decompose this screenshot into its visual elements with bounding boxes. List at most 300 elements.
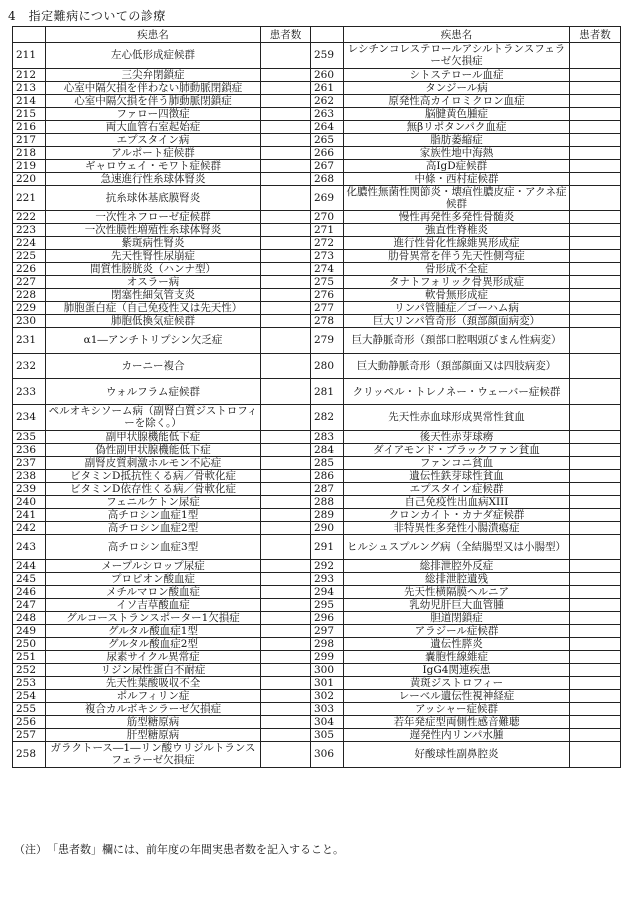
patient-count-cell[interactable] bbox=[570, 716, 621, 729]
table-row bbox=[13, 469, 621, 482]
disease-number: 213 bbox=[13, 81, 46, 94]
patient-count-cell[interactable] bbox=[261, 107, 311, 120]
disease-name: α1―アンチトリプシン欠乏症 bbox=[46, 328, 261, 354]
disease-name: 脳腱黄色腫症 bbox=[344, 107, 570, 120]
disease-name: 巨大動静脈奇形（頚部顔面又は四肢病変） bbox=[344, 353, 570, 379]
patient-count-cell[interactable] bbox=[261, 224, 311, 237]
patient-count-cell[interactable] bbox=[261, 315, 311, 328]
patient-count-cell[interactable] bbox=[570, 315, 621, 328]
disease-number: 261 bbox=[311, 81, 344, 94]
disease-name: 紫斑病性腎炎 bbox=[46, 237, 261, 250]
disease-number: 249 bbox=[13, 625, 46, 638]
disease-number: 215 bbox=[13, 107, 46, 120]
patient-count-cell[interactable] bbox=[570, 599, 621, 612]
patient-count-header: 患者数 bbox=[570, 27, 621, 43]
patient-count-cell[interactable] bbox=[570, 742, 621, 768]
table-row bbox=[13, 289, 621, 302]
patient-count-cell[interactable] bbox=[570, 495, 621, 508]
patient-count-cell[interactable] bbox=[261, 495, 311, 508]
patient-count-cell[interactable] bbox=[261, 534, 311, 560]
disease-name: カーニー複合 bbox=[46, 353, 261, 379]
patient-count-cell[interactable] bbox=[570, 211, 621, 224]
disease-name: 巨大リンパ管奇形（頚部顔面病変） bbox=[344, 315, 570, 328]
disease-name: 閉塞性細気管支炎 bbox=[46, 289, 261, 302]
disease-number: 241 bbox=[13, 508, 46, 521]
table-row bbox=[13, 651, 621, 664]
table-row bbox=[13, 508, 621, 521]
disease-number: 218 bbox=[13, 146, 46, 159]
disease-name: シトステロール血症 bbox=[344, 68, 570, 81]
disease-name: 胆道閉鎖症 bbox=[344, 612, 570, 625]
patient-count-cell[interactable] bbox=[261, 237, 311, 250]
patient-count-cell[interactable] bbox=[261, 651, 311, 664]
table-row bbox=[13, 599, 621, 612]
patient-count-cell[interactable] bbox=[261, 469, 311, 482]
table-row bbox=[13, 638, 621, 651]
disease-name: レシチンコレステロールアシルトランスフェラーゼ欠損症 bbox=[344, 43, 570, 69]
patient-count-cell[interactable] bbox=[261, 599, 311, 612]
disease-name: ビタミンD抵抗性くる病／骨軟化症 bbox=[46, 469, 261, 482]
disease-name: 先天性腎性尿崩症 bbox=[46, 250, 261, 263]
patient-count-cell[interactable] bbox=[261, 81, 311, 94]
disease-name: ギャロウェイ・モワト症候群 bbox=[46, 159, 261, 172]
table-row bbox=[13, 729, 621, 742]
disease-number: 264 bbox=[311, 120, 344, 133]
table-row bbox=[13, 677, 621, 690]
patient-count-cell[interactable] bbox=[570, 120, 621, 133]
disease-number: 287 bbox=[311, 482, 344, 495]
disease-name: 高チロシン血症2型 bbox=[46, 521, 261, 534]
patient-count-cell[interactable] bbox=[261, 664, 311, 677]
patient-count-cell[interactable] bbox=[570, 573, 621, 586]
disease-name: レーベル遺伝性視神経症 bbox=[344, 690, 570, 703]
patient-count-cell[interactable] bbox=[261, 521, 311, 534]
patient-count-cell[interactable] bbox=[261, 482, 311, 495]
patient-count-cell[interactable] bbox=[570, 159, 621, 172]
disease-number: 248 bbox=[13, 612, 46, 625]
patient-count-cell[interactable] bbox=[570, 703, 621, 716]
patient-count-cell[interactable] bbox=[261, 742, 311, 768]
patient-count-cell[interactable] bbox=[570, 560, 621, 573]
disease-name: プロピオン酸血症 bbox=[46, 573, 261, 586]
patient-count-cell[interactable] bbox=[261, 573, 311, 586]
disease-number: 214 bbox=[13, 94, 46, 107]
table-row bbox=[13, 495, 621, 508]
patient-count-cell[interactable] bbox=[261, 172, 311, 185]
disease-name: 強直性脊椎炎 bbox=[344, 224, 570, 237]
disease-number: 253 bbox=[13, 677, 46, 690]
disease-number: 302 bbox=[311, 690, 344, 703]
disease-number: 272 bbox=[311, 237, 344, 250]
disease-name: 高チロシン血症1型 bbox=[46, 508, 261, 521]
disease-number: 278 bbox=[311, 315, 344, 328]
disease-name: 後天性赤芽球癆 bbox=[344, 430, 570, 443]
patient-count-cell[interactable] bbox=[570, 534, 621, 560]
patient-count-cell[interactable] bbox=[261, 404, 311, 430]
disease-name: 原発性高カイロミクロン血症 bbox=[344, 94, 570, 107]
disease-name: 高IgD症候群 bbox=[344, 159, 570, 172]
disease-name: クリッペル・トレノネー・ウェーバー症候群 bbox=[344, 379, 570, 405]
disease-number: 268 bbox=[311, 172, 344, 185]
disease-number: 235 bbox=[13, 430, 46, 443]
patient-count-cell[interactable] bbox=[570, 651, 621, 664]
disease-name: 副腎皮質刺激ホルモン不応症 bbox=[46, 456, 261, 469]
patient-count-cell[interactable] bbox=[261, 276, 311, 289]
disease-name: ヒルシュスプルング病（全結腸型又は小腸型） bbox=[344, 534, 570, 560]
disease-name: 尿素サイクル異常症 bbox=[46, 651, 261, 664]
disease-name: 巨大静脈奇形（頚部口腔咽頭びまん性病変） bbox=[344, 328, 570, 354]
patient-count-cell[interactable] bbox=[570, 430, 621, 443]
disease-name: 脂肪萎縮症 bbox=[344, 133, 570, 146]
disease-number: 290 bbox=[311, 521, 344, 534]
disease-name: 偽性副甲状腺機能低下症 bbox=[46, 443, 261, 456]
disease-number: 212 bbox=[13, 68, 46, 81]
patient-count-cell[interactable] bbox=[261, 703, 311, 716]
disease-number: 300 bbox=[311, 664, 344, 677]
disease-number: 277 bbox=[311, 302, 344, 315]
table-row bbox=[13, 404, 621, 430]
disease-number: 260 bbox=[311, 68, 344, 81]
section-heading: 4 指定難病についての診療 bbox=[8, 9, 166, 23]
patient-count-cell[interactable] bbox=[570, 302, 621, 315]
patient-count-cell[interactable] bbox=[261, 586, 311, 599]
patient-count-cell[interactable] bbox=[570, 456, 621, 469]
disease-name: ファロー四徴症 bbox=[46, 107, 261, 120]
disease-name: 好酸球性副鼻腔炎 bbox=[344, 742, 570, 768]
disease-name: 嚢胞性線維症 bbox=[344, 651, 570, 664]
table-row bbox=[13, 690, 621, 703]
disease-number: 252 bbox=[13, 664, 46, 677]
disease-number: 220 bbox=[13, 172, 46, 185]
disease-name: ファンコニ貧血 bbox=[344, 456, 570, 469]
patient-count-cell[interactable] bbox=[570, 133, 621, 146]
disease-number: 259 bbox=[311, 43, 344, 69]
disease-name: 非特異性多発性小腸潰瘍症 bbox=[344, 521, 570, 534]
disease-name: 高チロシン血症3型 bbox=[46, 534, 261, 560]
patient-count-cell[interactable] bbox=[570, 81, 621, 94]
patient-count-cell[interactable] bbox=[261, 612, 311, 625]
patient-count-cell[interactable] bbox=[570, 664, 621, 677]
disease-name: 黄斑ジストロフィー bbox=[344, 677, 570, 690]
disease-number: 303 bbox=[311, 703, 344, 716]
patient-count-cell[interactable] bbox=[261, 133, 311, 146]
disease-number: 216 bbox=[13, 120, 46, 133]
patient-count-cell[interactable] bbox=[261, 379, 311, 405]
patient-count-cell[interactable] bbox=[261, 263, 311, 276]
patient-count-cell[interactable] bbox=[570, 729, 621, 742]
table-row bbox=[13, 482, 621, 495]
patient-count-cell[interactable] bbox=[570, 469, 621, 482]
patient-count-cell[interactable] bbox=[570, 353, 621, 379]
disease-name: 肺胞蛋白症（自己免疫性又は先天性） bbox=[46, 302, 261, 315]
disease-name: エプスタイン症候群 bbox=[344, 482, 570, 495]
disease-name: リンパ管腫症／ゴーハム病 bbox=[344, 302, 570, 315]
disease-number: 292 bbox=[311, 560, 344, 573]
disease-number: 286 bbox=[311, 469, 344, 482]
patient-count-cell[interactable] bbox=[261, 716, 311, 729]
patient-count-cell[interactable] bbox=[570, 612, 621, 625]
disease-name: 心室中隔欠損を伴わない肺動脈閉鎖症 bbox=[46, 81, 261, 94]
disease-number: 233 bbox=[13, 379, 46, 405]
disease-number: 257 bbox=[13, 729, 46, 742]
table-row bbox=[13, 456, 621, 469]
patient-count-cell[interactable] bbox=[261, 68, 311, 81]
disease-name: 副甲状腺機能低下症 bbox=[46, 430, 261, 443]
footnote: （注） 「患者数」欄には、前年度の年間実患者数を記入すること。 bbox=[14, 843, 344, 856]
table-row bbox=[13, 94, 621, 107]
disease-number: 285 bbox=[311, 456, 344, 469]
disease-name: 遺伝性膵炎 bbox=[344, 638, 570, 651]
disease-name: グルコーストランスポーター1欠損症 bbox=[46, 612, 261, 625]
disease-name: メチルマロン酸血症 bbox=[46, 586, 261, 599]
patient-count-cell[interactable] bbox=[570, 94, 621, 107]
patient-count-cell[interactable] bbox=[570, 263, 621, 276]
disease-number: 256 bbox=[13, 716, 46, 729]
disease-number: 263 bbox=[311, 107, 344, 120]
patient-count-cell[interactable] bbox=[570, 521, 621, 534]
disease-name: 急速進行性糸球体腎炎 bbox=[46, 172, 261, 185]
patient-count-cell[interactable] bbox=[261, 159, 311, 172]
disease-name: 軟骨無形成症 bbox=[344, 289, 570, 302]
disease-name: 抗糸球体基底膜腎炎 bbox=[46, 185, 261, 211]
patient-count-cell[interactable] bbox=[261, 625, 311, 638]
disease-name: タンジール病 bbox=[344, 81, 570, 94]
table-row bbox=[13, 534, 621, 560]
disease-name: ポルフィリン症 bbox=[46, 690, 261, 703]
patient-count-cell[interactable] bbox=[261, 146, 311, 159]
table-row bbox=[13, 560, 621, 573]
patient-count-cell[interactable] bbox=[570, 146, 621, 159]
patient-count-cell[interactable] bbox=[570, 237, 621, 250]
disease-name: フェニルケトン尿症 bbox=[46, 495, 261, 508]
designated-disease-table bbox=[12, 26, 621, 768]
disease-number: 273 bbox=[311, 250, 344, 263]
patient-count-cell[interactable] bbox=[261, 250, 311, 263]
patient-count-cell[interactable] bbox=[570, 379, 621, 405]
table-row bbox=[13, 664, 621, 677]
disease-number: 211 bbox=[13, 43, 46, 69]
patient-count-cell[interactable] bbox=[570, 482, 621, 495]
table-row bbox=[13, 379, 621, 405]
table-row bbox=[13, 353, 621, 379]
patient-count-cell[interactable] bbox=[570, 43, 621, 69]
patient-count-cell[interactable] bbox=[261, 211, 311, 224]
disease-number: 247 bbox=[13, 599, 46, 612]
patient-count-cell[interactable] bbox=[261, 638, 311, 651]
patient-count-cell[interactable] bbox=[261, 560, 311, 573]
patient-count-cell[interactable] bbox=[261, 690, 311, 703]
disease-name: 総排泄腔外反症 bbox=[344, 560, 570, 573]
table-row bbox=[13, 521, 621, 534]
disease-name: 家族性地中海熱 bbox=[344, 146, 570, 159]
disease-name-header: 疾患名 bbox=[46, 27, 261, 43]
disease-number: 229 bbox=[13, 302, 46, 315]
disease-number: 281 bbox=[311, 379, 344, 405]
disease-number: 280 bbox=[311, 353, 344, 379]
disease-name: 肝型糖原病 bbox=[46, 729, 261, 742]
disease-number: 298 bbox=[311, 638, 344, 651]
disease-number: 301 bbox=[311, 677, 344, 690]
patient-count-cell[interactable] bbox=[261, 185, 311, 211]
table-row bbox=[13, 625, 621, 638]
disease-name: 遺伝性鉄芽球性貧血 bbox=[344, 469, 570, 482]
patient-count-cell[interactable] bbox=[570, 107, 621, 120]
disease-number: 224 bbox=[13, 237, 46, 250]
patient-count-cell[interactable] bbox=[570, 185, 621, 211]
disease-name: グルタル酸血症2型 bbox=[46, 638, 261, 651]
patient-count-cell[interactable] bbox=[570, 328, 621, 354]
disease-name: ウォルフラム症候群 bbox=[46, 379, 261, 405]
disease-name: アッシャー症候群 bbox=[344, 703, 570, 716]
disease-number: 270 bbox=[311, 211, 344, 224]
disease-number: 299 bbox=[311, 651, 344, 664]
disease-number: 293 bbox=[311, 573, 344, 586]
patient-count-cell[interactable] bbox=[570, 586, 621, 599]
disease-number: 255 bbox=[13, 703, 46, 716]
disease-name: 中條・西村症候群 bbox=[344, 172, 570, 185]
disease-name: 化膿性無菌性関節炎・壊疽性膿皮症・アクネ症候群 bbox=[344, 185, 570, 211]
disease-name: メープルシロップ尿症 bbox=[46, 560, 261, 573]
disease-number: 267 bbox=[311, 159, 344, 172]
disease-number: 266 bbox=[311, 146, 344, 159]
patient-count-cell[interactable] bbox=[261, 94, 311, 107]
table-row bbox=[13, 172, 621, 185]
patient-count-cell[interactable] bbox=[570, 677, 621, 690]
disease-name: 肺胞低換気症候群 bbox=[46, 315, 261, 328]
disease-name: 若年発症型両側性感音難聴 bbox=[344, 716, 570, 729]
disease-number: 294 bbox=[311, 586, 344, 599]
patient-count-cell[interactable] bbox=[261, 353, 311, 379]
table-row bbox=[13, 68, 621, 81]
disease-number: 219 bbox=[13, 159, 46, 172]
table-row bbox=[13, 443, 621, 456]
disease-number: 271 bbox=[311, 224, 344, 237]
table-row bbox=[13, 43, 621, 69]
table-row bbox=[13, 185, 621, 211]
disease-number: 305 bbox=[311, 729, 344, 742]
patient-count-cell[interactable] bbox=[570, 443, 621, 456]
patient-count-cell[interactable] bbox=[261, 430, 311, 443]
patient-count-cell[interactable] bbox=[570, 289, 621, 302]
table-row bbox=[13, 328, 621, 354]
patient-count-cell[interactable] bbox=[261, 443, 311, 456]
disease-name: 間質性膀胱炎（ハンナ型） bbox=[46, 263, 261, 276]
table-row bbox=[13, 263, 621, 276]
patient-count-cell[interactable] bbox=[261, 677, 311, 690]
table-row bbox=[13, 612, 621, 625]
table-row bbox=[13, 430, 621, 443]
disease-name: ガラクトース―1―リン酸ウリジルトランスフェラーゼ欠損症 bbox=[46, 742, 261, 768]
disease-number: 227 bbox=[13, 276, 46, 289]
patient-count-cell[interactable] bbox=[261, 302, 311, 315]
disease-name: リジン尿性蛋白不耐症 bbox=[46, 664, 261, 677]
disease-name: 先天性葉酸吸収不全 bbox=[46, 677, 261, 690]
patient-count-cell[interactable] bbox=[570, 690, 621, 703]
disease-name: 骨形成不全症 bbox=[344, 263, 570, 276]
disease-number: 230 bbox=[13, 315, 46, 328]
disease-number: 291 bbox=[311, 534, 344, 560]
disease-name: 遅発性内リンパ水腫 bbox=[344, 729, 570, 742]
patient-count-cell[interactable] bbox=[261, 120, 311, 133]
patient-count-cell[interactable] bbox=[570, 68, 621, 81]
table-row bbox=[13, 237, 621, 250]
patient-count-cell[interactable] bbox=[570, 404, 621, 430]
disease-number: 258 bbox=[13, 742, 46, 768]
patient-count-cell[interactable] bbox=[261, 43, 311, 69]
disease-name: IgG4関連疾患 bbox=[344, 664, 570, 677]
disease-name: 三尖弁閉鎖症 bbox=[46, 68, 261, 81]
disease-name: ペルオキシソーム病（副腎白質ジストロフィーを除く。） bbox=[46, 404, 261, 430]
number-header bbox=[13, 27, 46, 43]
table-row bbox=[13, 211, 621, 224]
patient-count-cell[interactable] bbox=[261, 729, 311, 742]
table-row bbox=[13, 159, 621, 172]
disease-name: 一次性膜性増殖性糸球体腎炎 bbox=[46, 224, 261, 237]
disease-number: 254 bbox=[13, 690, 46, 703]
table-row bbox=[13, 586, 621, 599]
patient-count-cell[interactable] bbox=[570, 276, 621, 289]
disease-name: 乳幼児肝巨大血管腫 bbox=[344, 599, 570, 612]
disease-number: 284 bbox=[311, 443, 344, 456]
disease-number: 276 bbox=[311, 289, 344, 302]
disease-name: 複合カルボキシラーゼ欠損症 bbox=[46, 703, 261, 716]
disease-number: 304 bbox=[311, 716, 344, 729]
disease-name: 自己免疫性出血病XIII bbox=[344, 495, 570, 508]
disease-number: 226 bbox=[13, 263, 46, 276]
disease-name: 両大血管右室起始症 bbox=[46, 120, 261, 133]
disease-number: 306 bbox=[311, 742, 344, 768]
patient-count-cell[interactable] bbox=[570, 172, 621, 185]
disease-number: 283 bbox=[311, 430, 344, 443]
disease-name: 先天性横隔膜ヘルニア bbox=[344, 586, 570, 599]
disease-number: 231 bbox=[13, 328, 46, 354]
disease-number: 288 bbox=[311, 495, 344, 508]
patient-count-cell[interactable] bbox=[570, 638, 621, 651]
table-row bbox=[13, 224, 621, 237]
patient-count-cell[interactable] bbox=[261, 508, 311, 521]
disease-name: 心室中隔欠損を伴う肺動脈閉鎖症 bbox=[46, 94, 261, 107]
patient-count-header: 患者数 bbox=[261, 27, 311, 43]
patient-count-cell[interactable] bbox=[570, 224, 621, 237]
disease-name: ビタミンD依存性くる病／骨軟化症 bbox=[46, 482, 261, 495]
patient-count-cell[interactable] bbox=[570, 250, 621, 263]
patient-count-cell[interactable] bbox=[261, 456, 311, 469]
patient-count-cell[interactable] bbox=[261, 328, 311, 354]
disease-name: エプスタイン病 bbox=[46, 133, 261, 146]
table-row bbox=[13, 146, 621, 159]
disease-number: 238 bbox=[13, 469, 46, 482]
patient-count-cell[interactable] bbox=[261, 289, 311, 302]
table-row bbox=[13, 133, 621, 146]
disease-number: 223 bbox=[13, 224, 46, 237]
table-row bbox=[13, 742, 621, 768]
disease-name: 左心低形成症候群 bbox=[46, 43, 261, 69]
disease-name: アラジール症候群 bbox=[344, 625, 570, 638]
disease-number: 250 bbox=[13, 638, 46, 651]
disease-number: 245 bbox=[13, 573, 46, 586]
disease-number: 240 bbox=[13, 495, 46, 508]
disease-name-header: 疾患名 bbox=[344, 27, 570, 43]
disease-name: 総排泄腔遺残 bbox=[344, 573, 570, 586]
disease-number: 222 bbox=[13, 211, 46, 224]
patient-count-cell[interactable] bbox=[570, 625, 621, 638]
disease-number: 269 bbox=[311, 185, 344, 211]
patient-count-cell[interactable] bbox=[570, 508, 621, 521]
table-row bbox=[13, 315, 621, 328]
disease-number: 242 bbox=[13, 521, 46, 534]
disease-number: 282 bbox=[311, 404, 344, 430]
disease-name: 慢性再発性多発性骨髄炎 bbox=[344, 211, 570, 224]
